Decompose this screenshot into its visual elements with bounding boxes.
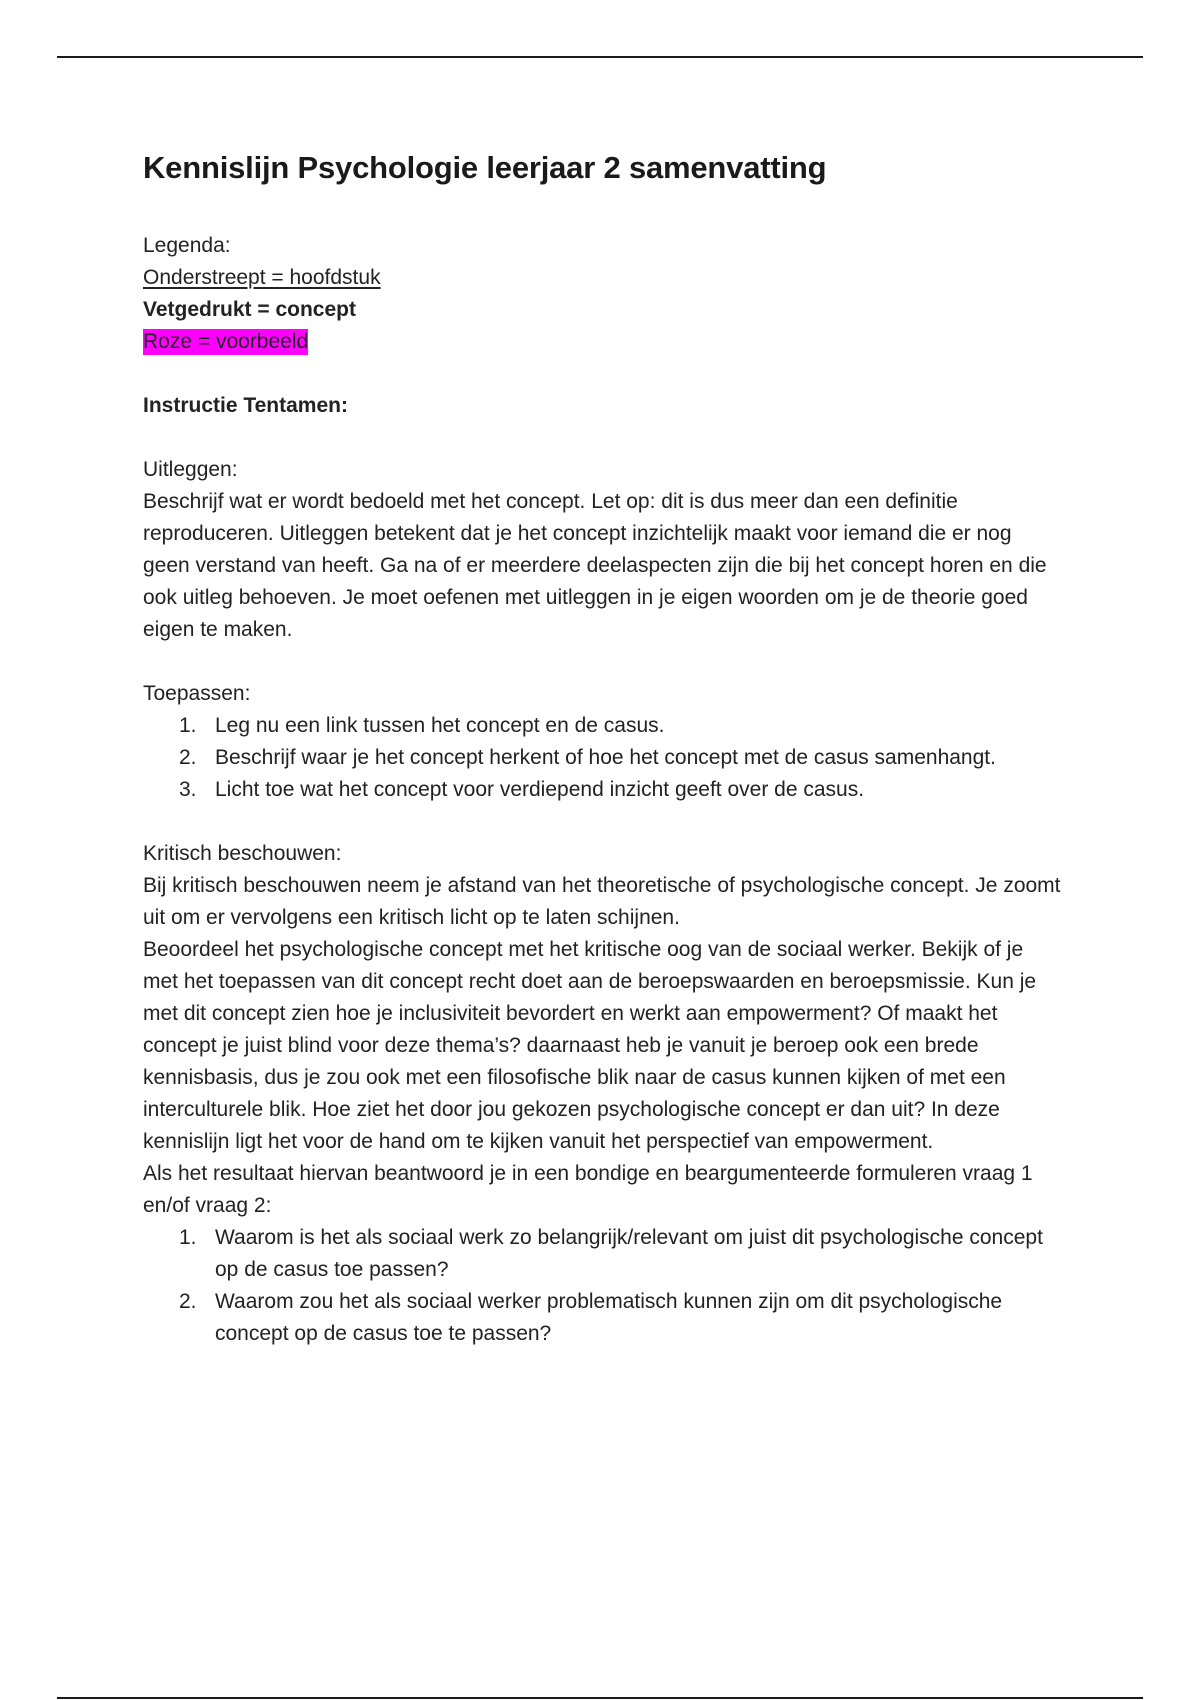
document-title: Kennislijn Psychologie leerjaar 2 samenvatting — [143, 150, 827, 185]
list-item — [143, 774, 1063, 806]
kritisch-paragraph-1: Bij kritisch beschouwen neem je afstand van het theoretische of psychologische concept. Je zoomt uit om er vervolgens een kritisch licht op te laten schijnen. — [143, 874, 1061, 929]
list-item — [143, 710, 1063, 742]
kritisch-list — [143, 1222, 1063, 1350]
toepassen-section — [143, 678, 1063, 806]
legend-underline-item — [143, 262, 1063, 294]
list-item-text: Licht toe wat het concept voor verdiepend inzicht geeft over de casus. — [215, 778, 865, 801]
legend-bold-item: Vetgedrukt = concept — [143, 298, 356, 321]
toepassen-list — [143, 710, 1063, 806]
list-number: 3. — [179, 778, 197, 801]
toepassen-heading: Toepassen: — [143, 682, 251, 705]
legend-underline-text: Onderstreept = hoofdstuk — [143, 266, 381, 289]
legend-pink-item — [143, 326, 1063, 358]
list-number: 1. — [179, 714, 197, 737]
document-body — [143, 140, 1063, 1350]
list-item-text: Leg nu een link tussen het concept en de casus. — [215, 714, 665, 737]
list-item-text: Waarom zou het als sociaal werker problematisch kunnen zijn om dit psychologische concept op de casus toe te passen? — [215, 1290, 1003, 1345]
kritisch-section — [143, 838, 1063, 1350]
list-number: 2. — [179, 1290, 197, 1313]
kritisch-heading: Kritisch beschouwen: — [143, 842, 342, 865]
top-rule — [57, 56, 1143, 58]
uitleggen-heading: Uitleggen: — [143, 458, 238, 481]
list-item-text: Beschrijf waar je het concept herkent of hoe het concept met de casus samenhangt. — [215, 746, 996, 769]
list-number: 1. — [179, 1226, 197, 1249]
kritisch-paragraph-3: Als het resultaat hiervan beantwoord je in een bondige en beargumenteerde formuleren vraag 1 en/of vraag 2: — [143, 1162, 1033, 1217]
list-item — [143, 1286, 1063, 1350]
bottom-rule — [57, 1697, 1143, 1699]
list-number: 2. — [179, 746, 197, 769]
uitleggen-section — [143, 454, 1063, 646]
legend-heading: Legenda: — [143, 234, 231, 257]
kritisch-paragraph-2: Beoordeel het psychologische concept met het kritische oog van de sociaal werker. Bekijk of je met het toepassen van dit concept recht doet aan de beroepswaarden en beroepsmissie. Kun je met dit concept zien hoe je inclusiviteit bevordert en werkt aan empowerment? Of maakt het concept je juist blind voor deze thema’s? daarnaast heb je vanuit je beroep ook een brede kennisbasis, dus je zou ook met een filosofische blik naar de casus kunnen kijken of met een interculturele blik. Hoe ziet het door jou gekozen psychologische concept er dan uit? In deze kennislijn ligt het voor de hand om te kijken vanuit het perspectief van empowerment. — [143, 938, 1037, 1153]
list-item-text: Waarom is het als sociaal werk zo belangrijk/relevant om juist dit psychologische concept op de casus toe passen? — [215, 1226, 1043, 1281]
uitleggen-body: Beschrijf wat er wordt bedoeld met het concept. Let op: dit is dus meer dan een definitie reproduceren. Uitleggen betekent dat je het concept inzichtelijk maakt voor iemand die er nog geen verstand van heeft. Ga na of er meerdere deelaspecten zijn die bij het concept horen en die ook uitleg behoeven. Je moet oefenen met uitleggen in je eigen woorden om je de theorie goed eigen te maken. — [143, 490, 1047, 641]
legend-pink-text: Roze = voorbeeld — [143, 330, 309, 353]
list-item — [143, 742, 1063, 774]
instructie-heading: Instructie Tentamen: — [143, 394, 348, 417]
list-item — [143, 1222, 1063, 1286]
legend — [143, 230, 1063, 358]
